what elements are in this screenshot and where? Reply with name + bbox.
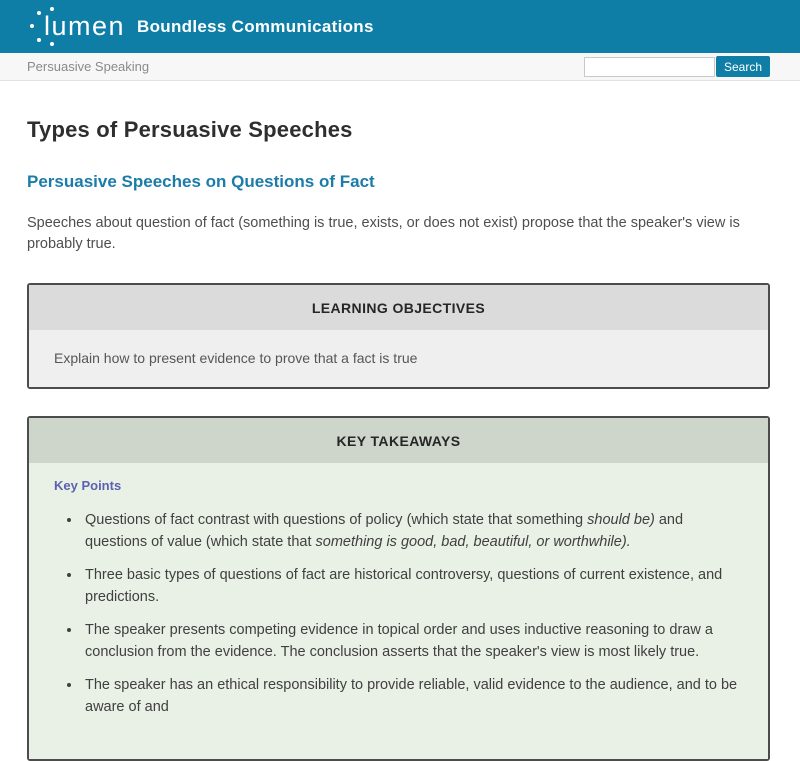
breadcrumb[interactable]: Persuasive Speaking	[27, 59, 150, 74]
section-heading-link[interactable]: Persuasive Speeches on Questions of Fact	[27, 172, 375, 191]
intro-paragraph: Speeches about question of fact (something is true, exists, or does not exist) propose that the speaker's view is probably true.	[27, 215, 740, 253]
key-point-item: • The speaker presents competing evidence in topical order and uses inductive reasoning to draw a conclusion from the evidence. The conclusion asserts that the speaker's view is most likely true.	[82, 619, 743, 663]
article-content	[0, 117, 800, 761]
learning-objectives-header: LEARNING OBJECTIVES	[29, 285, 768, 330]
key-takeaways-header: KEY TAKEAWAYS	[29, 418, 768, 463]
search-input[interactable]	[584, 57, 715, 77]
learning-objectives-box	[27, 283, 770, 389]
search-button[interactable]: Search	[716, 56, 770, 77]
logo-dot-icon	[50, 42, 54, 46]
key-points-list	[62, 509, 743, 718]
logo-wordmark: lumen	[44, 10, 126, 41]
breadcrumb-bar	[0, 53, 800, 81]
search-form	[584, 56, 770, 77]
key-takeaways-box	[27, 416, 770, 761]
key-takeaways-body	[29, 463, 768, 759]
learning-objectives-body	[29, 330, 768, 387]
key-points-label: Key Points	[54, 478, 122, 494]
learning-objective-item: Explain how to present evidence to prove that a fact is true	[54, 350, 418, 367]
logo-dot-icon	[37, 38, 41, 42]
key-point-item: • Three basic types of questions of fact are historical controversy, questions of current existence, and predictions.	[82, 564, 743, 608]
key-point-item: • Questions of fact contrast with questions of policy (which state that something should be) and questions of value (which state that something is good, bad, beautiful, or worthwhile).	[82, 509, 743, 553]
key-point-item: • The speaker has an ethical responsibility to provide reliable, valid evidence to the audience, and to be aware of and	[82, 674, 743, 718]
logo-dot-icon	[30, 24, 34, 28]
site-title: Boundless Communications	[137, 16, 374, 36]
lumen-logo[interactable]	[27, 4, 126, 50]
logo-dot-icon	[37, 11, 41, 15]
top-header-bar	[0, 0, 800, 53]
page-title: Types of Persuasive Speeches	[27, 117, 353, 142]
